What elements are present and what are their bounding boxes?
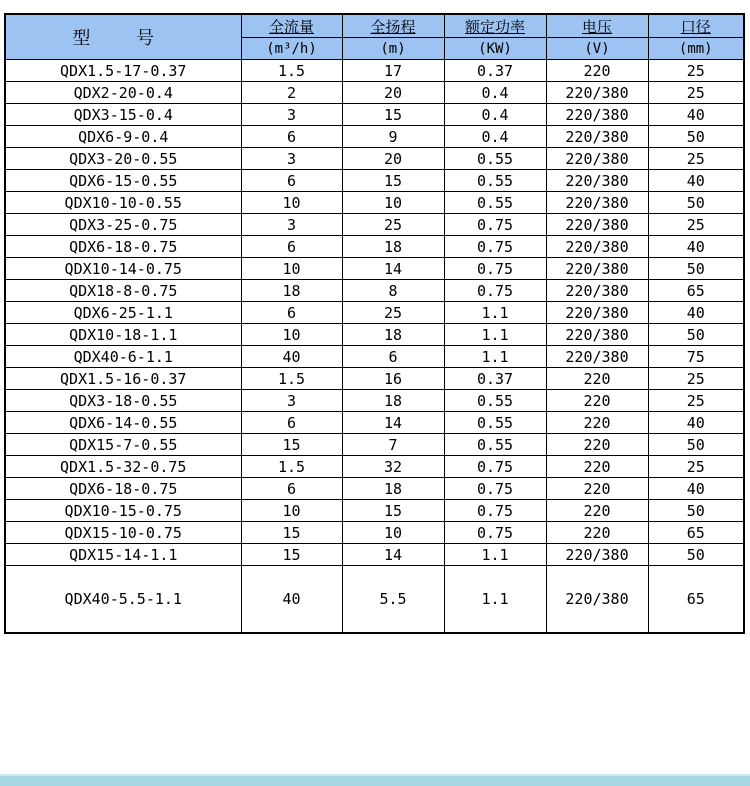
diameter-cell: 25 — [648, 368, 744, 390]
table-row — [5, 302, 744, 324]
head-cell: 32 — [342, 456, 444, 478]
table-row — [5, 522, 744, 544]
model-cell: QDX10-15-0.75 — [5, 500, 241, 522]
flow-cell: 3 — [241, 214, 342, 236]
flow-cell: 3 — [241, 104, 342, 126]
diameter-unit: (mm) — [648, 38, 744, 60]
model-cell: QDX10-14-0.75 — [5, 258, 241, 280]
table-row — [5, 258, 744, 280]
model-cell: QDX6-25-1.1 — [5, 302, 241, 324]
power-cell: 0.37 — [444, 60, 546, 82]
table-row — [5, 82, 744, 104]
diameter-cell: 40 — [648, 478, 744, 500]
table-row — [5, 236, 744, 258]
diameter-cell: 50 — [648, 192, 744, 214]
pump-spec-table — [4, 13, 745, 634]
voltage-cell: 220/380 — [546, 236, 648, 258]
model-cell: QDX2-20-0.4 — [5, 82, 241, 104]
diameter-cell: 25 — [648, 82, 744, 104]
voltage-cell: 220/380 — [546, 566, 648, 634]
head-cell: 8 — [342, 280, 444, 302]
voltage-cell: 220/380 — [546, 192, 648, 214]
diameter-cell: 25 — [648, 60, 744, 82]
voltage-cell: 220 — [546, 456, 648, 478]
diameter-cell: 50 — [648, 544, 744, 566]
table-row — [5, 324, 744, 346]
head-cell: 5.5 — [342, 566, 444, 634]
flow-cell: 6 — [241, 170, 342, 192]
voltage-cell: 220/380 — [546, 302, 648, 324]
diameter-cell: 40 — [648, 236, 744, 258]
power-unit: (KW) — [444, 38, 546, 60]
voltage-cell: 220/380 — [546, 214, 648, 236]
power-cell: 0.75 — [444, 214, 546, 236]
power-cell: 0.55 — [444, 148, 546, 170]
table-body — [5, 60, 744, 634]
power-cell: 1.1 — [444, 566, 546, 634]
voltage-cell: 220 — [546, 60, 648, 82]
diameter-cell: 50 — [648, 324, 744, 346]
flow-cell: 6 — [241, 412, 342, 434]
model-cell: QDX3-15-0.4 — [5, 104, 241, 126]
diameter-cell: 65 — [648, 522, 744, 544]
table-row — [5, 478, 744, 500]
table-row — [5, 368, 744, 390]
head-cell: 25 — [342, 214, 444, 236]
flow-column-header: 全流量 — [241, 14, 342, 38]
diameter-cell: 50 — [648, 258, 744, 280]
power-cell: 1.1 — [444, 346, 546, 368]
voltage-cell: 220/380 — [546, 258, 648, 280]
diameter-cell: 40 — [648, 104, 744, 126]
model-cell: QDX6-14-0.55 — [5, 412, 241, 434]
flow-cell: 6 — [241, 126, 342, 148]
table-row — [5, 500, 744, 522]
diameter-cell: 65 — [648, 280, 744, 302]
table-row — [5, 214, 744, 236]
head-cell: 20 — [342, 82, 444, 104]
head-cell: 15 — [342, 170, 444, 192]
power-cell: 1.1 — [444, 544, 546, 566]
table-row — [5, 104, 744, 126]
flow-cell: 15 — [241, 434, 342, 456]
model-cell: QDX15-7-0.55 — [5, 434, 241, 456]
voltage-cell: 220 — [546, 368, 648, 390]
diameter-cell: 40 — [648, 170, 744, 192]
model-cell: QDX10-10-0.55 — [5, 192, 241, 214]
diameter-cell: 40 — [648, 412, 744, 434]
bottom-decorative-bar — [0, 774, 750, 786]
head-cell: 9 — [342, 126, 444, 148]
model-cell: QDX40-6-1.1 — [5, 346, 241, 368]
model-column-header: 型 号 — [5, 14, 241, 60]
voltage-cell: 220 — [546, 522, 648, 544]
head-cell: 18 — [342, 236, 444, 258]
flow-cell: 18 — [241, 280, 342, 302]
head-cell: 18 — [342, 478, 444, 500]
power-cell: 0.55 — [444, 170, 546, 192]
voltage-cell: 220 — [546, 412, 648, 434]
voltage-cell: 220 — [546, 390, 648, 412]
voltage-cell: 220/380 — [546, 126, 648, 148]
flow-cell: 40 — [241, 566, 342, 634]
table-row — [5, 456, 744, 478]
power-cell: 0.4 — [444, 126, 546, 148]
flow-unit: (m³/h) — [241, 38, 342, 60]
head-cell: 14 — [342, 412, 444, 434]
voltage-cell: 220/380 — [546, 104, 648, 126]
voltage-column-header: 电压 — [546, 14, 648, 38]
model-cell: QDX1.5-16-0.37 — [5, 368, 241, 390]
model-cell: QDX3-25-0.75 — [5, 214, 241, 236]
table-row — [5, 192, 744, 214]
table-row — [5, 280, 744, 302]
flow-cell: 1.5 — [241, 60, 342, 82]
power-cell: 0.4 — [444, 82, 546, 104]
flow-cell: 3 — [241, 148, 342, 170]
flow-cell: 1.5 — [241, 368, 342, 390]
model-cell: QDX15-10-0.75 — [5, 522, 241, 544]
power-cell: 0.55 — [444, 390, 546, 412]
voltage-cell: 220/380 — [546, 346, 648, 368]
power-cell: 1.1 — [444, 302, 546, 324]
model-cell: QDX1.5-32-0.75 — [5, 456, 241, 478]
voltage-unit: (V) — [546, 38, 648, 60]
model-cell: QDX10-18-1.1 — [5, 324, 241, 346]
model-cell: QDX1.5-17-0.37 — [5, 60, 241, 82]
table-row — [5, 346, 744, 368]
head-cell: 20 — [342, 148, 444, 170]
flow-cell: 3 — [241, 390, 342, 412]
head-cell: 14 — [342, 258, 444, 280]
table-row — [5, 434, 744, 456]
diameter-cell: 25 — [648, 390, 744, 412]
table-row — [5, 148, 744, 170]
flow-cell: 6 — [241, 236, 342, 258]
model-cell: QDX3-18-0.55 — [5, 390, 241, 412]
voltage-cell: 220/380 — [546, 324, 648, 346]
head-cell: 14 — [342, 544, 444, 566]
power-cell: 0.4 — [444, 104, 546, 126]
model-cell: QDX6-9-0.4 — [5, 126, 241, 148]
power-cell: 0.55 — [444, 434, 546, 456]
model-cell: QDX6-18-0.75 — [5, 236, 241, 258]
head-cell: 16 — [342, 368, 444, 390]
diameter-cell: 25 — [648, 456, 744, 478]
power-cell: 0.55 — [444, 412, 546, 434]
table-row — [5, 566, 744, 634]
voltage-cell: 220/380 — [546, 170, 648, 192]
power-cell: 0.75 — [444, 478, 546, 500]
power-cell: 0.75 — [444, 258, 546, 280]
head-cell: 7 — [342, 434, 444, 456]
flow-cell: 2 — [241, 82, 342, 104]
power-cell: 0.75 — [444, 456, 546, 478]
voltage-cell: 220/380 — [546, 148, 648, 170]
diameter-cell: 25 — [648, 214, 744, 236]
head-cell: 18 — [342, 324, 444, 346]
head-cell: 17 — [342, 60, 444, 82]
diameter-column-header: 口径 — [648, 14, 744, 38]
head-cell: 6 — [342, 346, 444, 368]
table-row — [5, 412, 744, 434]
table-row — [5, 170, 744, 192]
head-cell: 15 — [342, 104, 444, 126]
diameter-cell: 50 — [648, 434, 744, 456]
model-cell: QDX15-14-1.1 — [5, 544, 241, 566]
head-cell: 25 — [342, 302, 444, 324]
flow-cell: 15 — [241, 544, 342, 566]
flow-cell: 6 — [241, 478, 342, 500]
head-cell: 10 — [342, 522, 444, 544]
voltage-cell: 220/380 — [546, 82, 648, 104]
power-cell: 1.1 — [444, 324, 546, 346]
table-row — [5, 126, 744, 148]
flow-cell: 6 — [241, 302, 342, 324]
head-cell: 15 — [342, 500, 444, 522]
model-cell: QDX6-15-0.55 — [5, 170, 241, 192]
model-cell: QDX6-18-0.75 — [5, 478, 241, 500]
diameter-cell: 50 — [648, 126, 744, 148]
flow-cell: 1.5 — [241, 456, 342, 478]
power-cell: 0.75 — [444, 280, 546, 302]
table-row — [5, 60, 744, 82]
power-cell: 0.75 — [444, 236, 546, 258]
voltage-cell: 220 — [546, 478, 648, 500]
diameter-cell: 25 — [648, 148, 744, 170]
diameter-cell: 40 — [648, 302, 744, 324]
voltage-cell: 220/380 — [546, 280, 648, 302]
diameter-cell: 50 — [648, 500, 744, 522]
voltage-cell: 220 — [546, 434, 648, 456]
power-cell: 0.75 — [444, 522, 546, 544]
flow-cell: 10 — [241, 324, 342, 346]
flow-cell: 10 — [241, 258, 342, 280]
head-unit: (m) — [342, 38, 444, 60]
flow-cell: 10 — [241, 500, 342, 522]
flow-cell: 10 — [241, 192, 342, 214]
power-cell: 0.75 — [444, 500, 546, 522]
table-row — [5, 390, 744, 412]
flow-cell: 40 — [241, 346, 342, 368]
diameter-cell: 75 — [648, 346, 744, 368]
flow-cell: 15 — [241, 522, 342, 544]
power-cell: 0.37 — [444, 368, 546, 390]
voltage-cell: 220/380 — [546, 544, 648, 566]
model-cell: QDX40-5.5-1.1 — [5, 566, 241, 634]
model-cell: QDX18-8-0.75 — [5, 280, 241, 302]
head-cell: 10 — [342, 192, 444, 214]
head-cell: 18 — [342, 390, 444, 412]
model-cell: QDX3-20-0.55 — [5, 148, 241, 170]
power-cell: 0.55 — [444, 192, 546, 214]
head-column-header: 全扬程 — [342, 14, 444, 38]
power-column-header: 额定功率 — [444, 14, 546, 38]
voltage-cell: 220 — [546, 500, 648, 522]
table-row — [5, 544, 744, 566]
diameter-cell: 65 — [648, 566, 744, 634]
